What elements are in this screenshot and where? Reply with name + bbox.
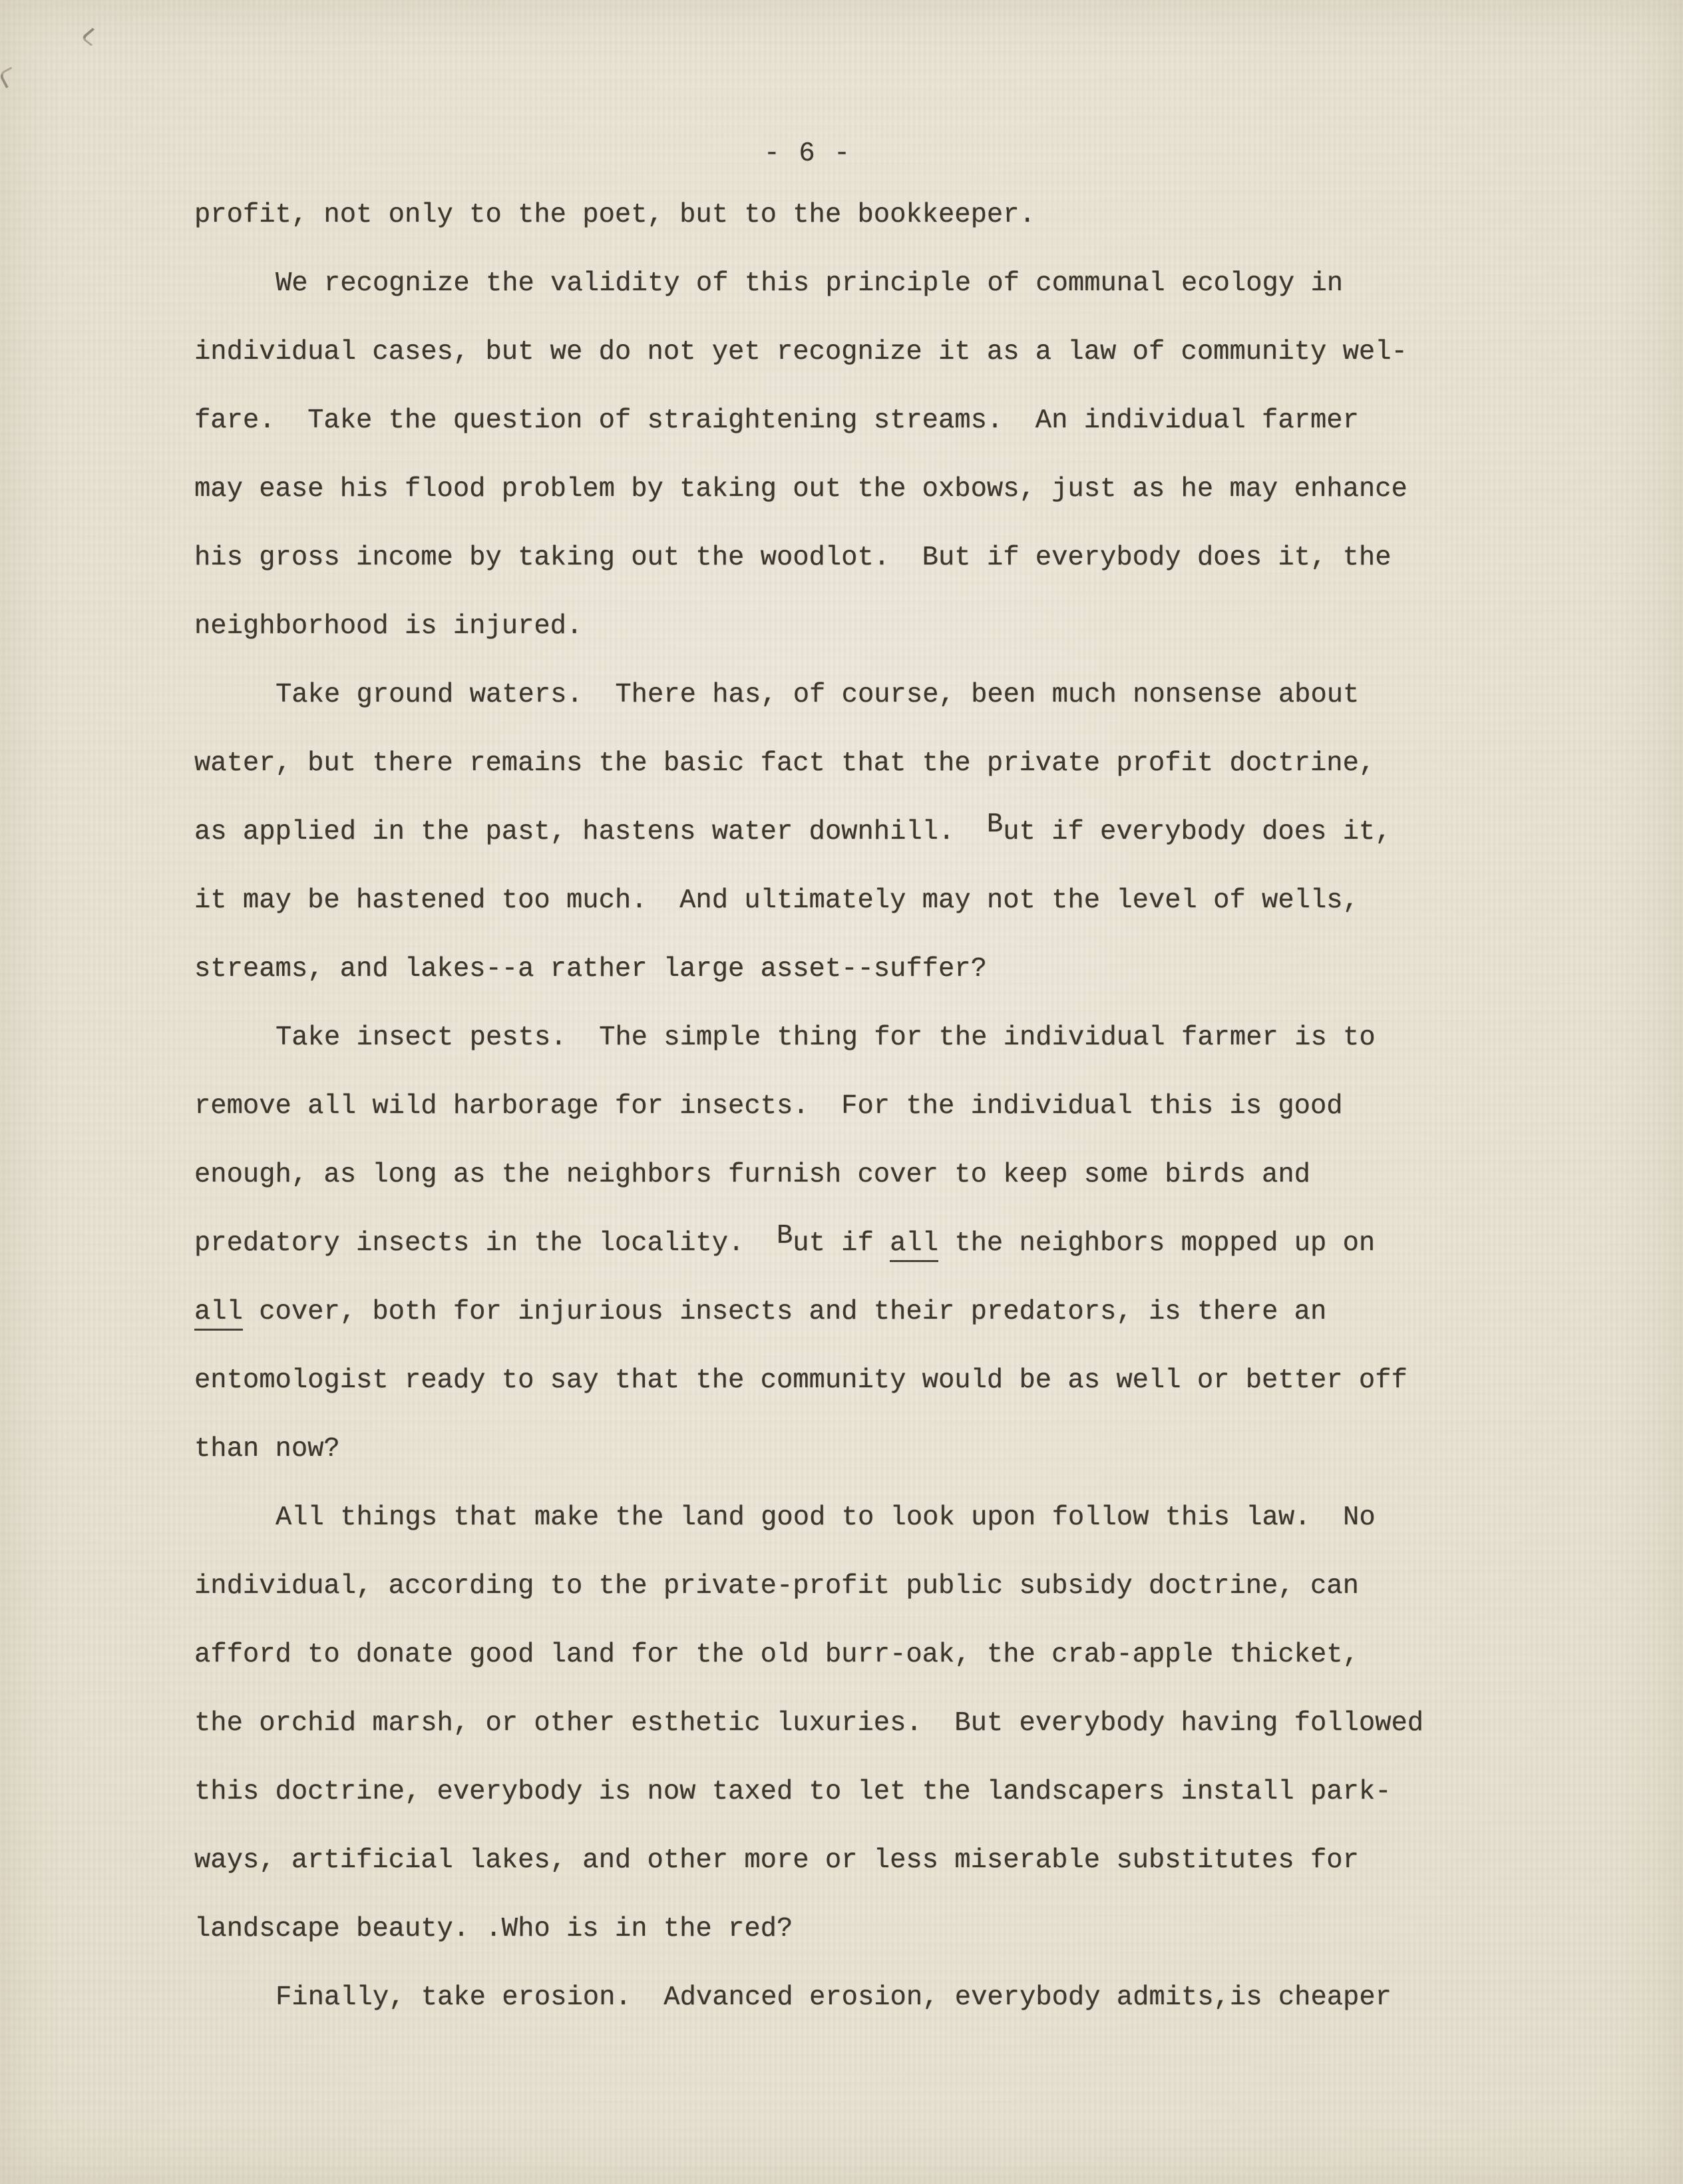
text-line	[194, 1141, 1525, 1209]
text-line	[194, 181, 1525, 250]
text-segment: profit, not only to the poet, but to the bookkeeper.	[194, 200, 1035, 230]
text-segment: cover, both for injurious insects and their predators, is there an	[242, 1297, 1327, 1327]
text-segment: Take ground waters. There has, of course, been much nonsense about	[276, 680, 1360, 710]
text-segment: ways, artificial lakes, and other more or less miserable substitutes for	[194, 1845, 1359, 1876]
text-segment: landscape beauty. .Who is in the red?	[194, 1914, 793, 1944]
text-segment: fare. Take the question of straightening streams. An individual farmer	[194, 405, 1359, 436]
text-line	[194, 1484, 1525, 1552]
text-line	[194, 1895, 1525, 1964]
text-segment: All things that make the land good to look upon follow this law. No	[276, 1502, 1376, 1533]
text-line	[194, 250, 1525, 318]
text-line	[194, 1552, 1525, 1621]
text-segment: the neighbors mopped up on	[938, 1228, 1376, 1259]
text-segment: entomologist ready to say that the community would be as well or better off	[194, 1365, 1407, 1396]
text-line	[194, 524, 1525, 592]
text-segment: may ease his flood problem by taking out the oxbows, just as he may enhance	[194, 474, 1407, 505]
text-line	[194, 1689, 1525, 1758]
text-line	[194, 1758, 1525, 1827]
text-line	[194, 1964, 1525, 2032]
text-segment: B	[776, 1220, 793, 1251]
text-line	[194, 387, 1525, 455]
text-line	[194, 1278, 1525, 1347]
staple-crease-mark	[0, 67, 19, 88]
text-segment: the orchid marsh, or other esthetic luxuries. But everybody having followed	[194, 1708, 1424, 1739]
text-line	[194, 1209, 1525, 1278]
text-segment: We recognize the validity of this principle of communal ecology in	[276, 268, 1344, 299]
text-segment: ut if	[793, 1228, 890, 1259]
text-segment: predatory insects in the locality.	[194, 1228, 777, 1259]
text-segment: B	[986, 809, 1004, 840]
text-segment: his gross income by taking out the woodlot. But if everybody does it, the	[194, 543, 1392, 573]
text-segment: streams, and lakes--a rather large asset--suffer?	[194, 954, 987, 984]
text-segment: remove all wild harborage for insects. For the individual this is good	[194, 1091, 1343, 1122]
text-segment: enough, as long as the neighbors furnish cover to keep some birds and	[194, 1160, 1310, 1190]
text-segment: as applied in the past, hastens water downhill.	[194, 817, 987, 847]
text-line	[194, 592, 1525, 661]
text-line	[194, 1072, 1525, 1141]
text-line	[194, 1415, 1525, 1484]
staple-crease-mark	[81, 28, 103, 46]
text-line	[194, 1004, 1525, 1072]
text-segment: water, but there remains the basic fact that the private profit doctrine,	[194, 748, 1376, 779]
text-line	[194, 798, 1525, 867]
text-line	[194, 1827, 1525, 1895]
text-segment: afford to donate good land for the old burr-oak, the crab-apple thicket,	[194, 1639, 1359, 1670]
text-line	[194, 867, 1525, 935]
text-segment: this doctrine, everybody is now taxed to let the landscapers install park-	[194, 1777, 1392, 1807]
text-segment: Take insect pests. The simple thing for the individual farmer is to	[276, 1022, 1376, 1053]
text-segment: individual, according to the private-profit public subsidy doctrine, can	[194, 1571, 1359, 1602]
text-line	[194, 661, 1525, 730]
text-segment: individual cases, but we do not yet recognize it as a law of community wel-	[194, 337, 1407, 367]
text-line	[194, 935, 1525, 1004]
text-line	[194, 730, 1525, 798]
text-line	[194, 318, 1525, 387]
text-segment: it may be hastened too much. And ultimately may not the level of wells,	[194, 885, 1359, 916]
text-line	[194, 1621, 1525, 1689]
text-segment: all	[890, 1228, 938, 1262]
text-segment: Finally, take erosion. Advanced erosion, everybody admits,is cheaper	[276, 1982, 1392, 2013]
text-segment: ut if everybody does it,	[1003, 817, 1392, 847]
text-line	[194, 1347, 1525, 1415]
text-segment: all	[194, 1297, 243, 1331]
text-segment: than now?	[194, 1434, 340, 1464]
page-number: - 6 -	[763, 138, 852, 169]
typed-body	[194, 181, 1525, 2032]
text-segment: neighborhood is injured.	[194, 611, 583, 642]
text-line	[194, 455, 1525, 524]
